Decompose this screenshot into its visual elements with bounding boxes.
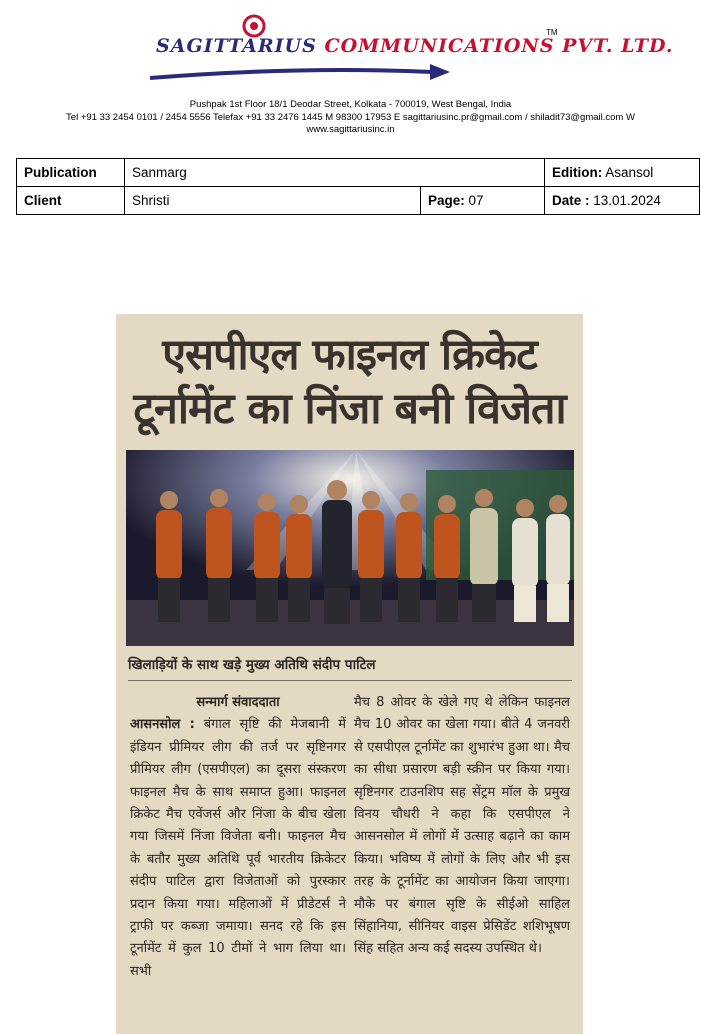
company-name xyxy=(156,35,673,57)
company-name-part2: COMMUNICATIONS PVT. LTD. xyxy=(324,35,674,57)
page-value: 07 xyxy=(464,193,484,208)
address-line-3: www.sagittariusinc.in xyxy=(306,124,395,135)
article-photo xyxy=(126,450,574,646)
address-line-1: Pushpak 1st Floor 18/1 Deodar Street, Kolkata - 700019, West Bengal, India xyxy=(189,99,512,110)
column-2-text: मैच 8 ओवर के खेले गए थे लेकिन फाइनल मैच 10 ओवर का खेला गया। बीते 4 जनवरी से एसपीएल टूर्नामेंट का शुभारंभ हुआ था। मैच का सीधा प्रसारण बड़ी स्क्रीन पर किया गया। सृष्टिनगर टाउनशिप सह सेंट्रम मॉल के प्रमुख विनय चौधरी ने कहा कि एसपीएल ने आसनसोल में लोगों में उत्साह बढ़ाने का काम किया। भविष्य में लोगों के लिए और भी इस तरह के टूर्नामेंट का आयोजन किया जाएगा। मौके पर बंगाल सृष्टि के सीईओ साहिल सिंहानिया, सीनियर वाइस प्रेसिडेंट शशिभूषण सिंह सहित अन्य कई सदस्य उपस्थित थे। xyxy=(354,695,570,957)
article-column-2 xyxy=(354,692,570,961)
letterhead-address xyxy=(0,99,701,137)
company-logo xyxy=(140,8,674,92)
date-cell xyxy=(545,187,700,215)
edition-value: Asansol xyxy=(602,165,654,180)
company-name-part1: SAGITTARIUS xyxy=(156,35,325,57)
headline-line-1: एसपीएल फाइनल क्रिकेट xyxy=(162,330,537,380)
publication-info-table xyxy=(16,158,700,215)
date-value: 13.01.2024 xyxy=(589,193,661,208)
table-row xyxy=(17,187,700,215)
column-1-body xyxy=(130,714,346,983)
trademark-symbol: TM xyxy=(546,28,558,37)
article-headline xyxy=(116,328,583,436)
article-byline: सन्मार्ग संवाददाता xyxy=(196,695,280,710)
address-line-2: Tel +91 33 2454 0101 / 2454 5556 Telefax +91 33 2476 1445 M 98300 17953 E sagittariusinc.pr@gmail.com / shiladit73@gmail.com W xyxy=(66,111,635,123)
photo-caption: खिलाड़ियों के साथ खड़े मुख्य अतिथि संदीप पाटिल xyxy=(128,657,376,673)
edition-label: Edition: xyxy=(552,165,603,180)
client-value: Shristi xyxy=(125,187,421,215)
date-label: Date : xyxy=(552,193,590,208)
caption-divider xyxy=(128,680,572,681)
headline-line-2: टूर्नामेंट का निंजा बनी विजेता xyxy=(133,384,566,434)
newspaper-clipping xyxy=(116,314,583,1034)
column-1-text: बंगाल सृष्टि की मेजबानी में इंडियन प्रीमियर लीग की तर्ज पर सृष्टिनगर प्रीमियर लीग (एसपीएल) का दूसरा संस्करण फाइनल मैच के साथ समाप्त हुआ। फाइनल क्रिकेट मैच एवेंजर्स और निंजा के बीच खेला गया जिसमें निंजा विजेता बनी। फाइनल मैच के बतौर मुख्य अतिथि पूर्व भारतीय क्रिकेटर संदीप पाटिल द्वारा विजेताओं को पुरस्कार प्रदान किया गया। महिलाओं में प्रीडेटर्स ने ट्राफी पर कब्जा जमाया। सनद रहे कि इस टूर्नामेंट में कुल 10 टीमों ने भाग लिया था। सभी xyxy=(130,717,347,979)
table-row xyxy=(17,159,700,187)
logo-arrow-icon xyxy=(150,60,450,86)
article-column-1 xyxy=(130,692,346,983)
publication-label: Publication xyxy=(17,159,125,187)
publication-value: Sanmarg xyxy=(125,159,545,187)
page-label: Page: xyxy=(428,193,465,208)
client-label: Client xyxy=(17,187,125,215)
page-cell xyxy=(421,187,545,215)
edition-cell xyxy=(545,159,700,187)
article-dateline: आसनसोल : xyxy=(130,717,195,733)
